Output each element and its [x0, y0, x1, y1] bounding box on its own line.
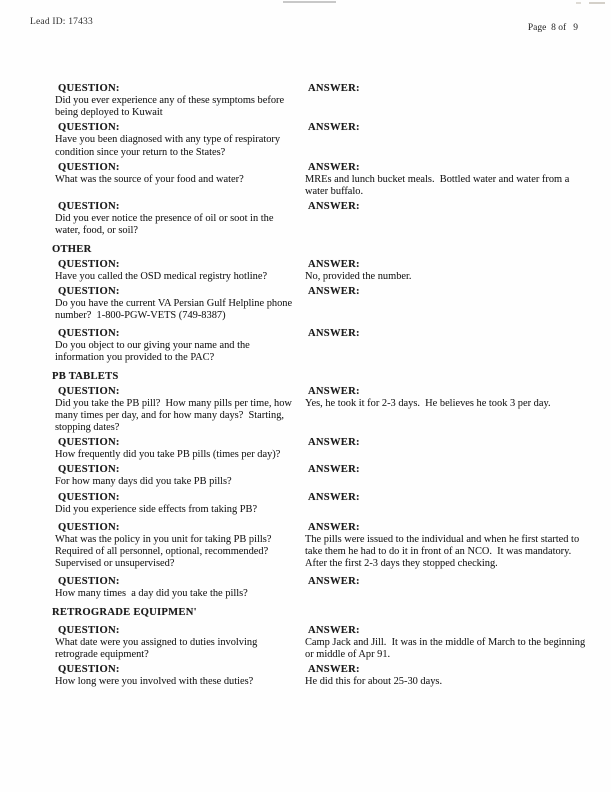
answer-cell: [305, 258, 589, 283]
qa-row: [0, 491, 611, 516]
answer-text: He did this for about 25-30 days.: [305, 676, 443, 688]
qa-content: [0, 82, 611, 690]
answer-cell: [305, 463, 589, 488]
answer-label: ANSWER:: [308, 83, 360, 94]
question-cell: [55, 327, 305, 364]
answer-cell: [305, 121, 589, 158]
qa-row: [0, 121, 611, 158]
answer-label: ANSWER:: [308, 385, 360, 397]
qa-row: [0, 200, 611, 237]
answer-label: ANSWER:: [308, 521, 360, 533]
qa-row: [0, 663, 611, 688]
qa-row: [0, 521, 611, 571]
scan-artifact-speck: [589, 2, 605, 4]
question-cell: [55, 385, 305, 435]
question-label: QUESTION:: [58, 83, 120, 94]
question-cell: [55, 575, 305, 600]
question-cell: [55, 258, 305, 283]
answer-label: ANSWER:: [308, 491, 360, 503]
answer-text: MREs and lunch bucket meals. Bottled water and water from a water buffalo.: [305, 173, 572, 198]
answer-cell: [305, 82, 589, 119]
question-label: QUESTION:: [58, 285, 120, 297]
section-header-pb-tablets: PB TABLETS: [52, 370, 119, 382]
question-cell: [55, 463, 305, 488]
question-text: Do you have the current VA Persian Gulf Helpline phone number? 1-800-PGW-VETS (749-8387): [55, 297, 295, 322]
question-label: QUESTION:: [58, 437, 120, 449]
question-text: What was the policy in you unit for taking PB pills? Required of all personnel, optional, recommended? Supervised or unsupervised?: [55, 533, 275, 570]
question-cell: [55, 663, 305, 688]
answer-cell: [305, 436, 589, 461]
question-text: Did you experience side effects from taking PB?: [55, 503, 258, 515]
answer-label: ANSWER:: [308, 161, 360, 173]
qa-row: [0, 624, 611, 661]
question-cell: [55, 82, 305, 119]
answer-label: ANSWER:: [308, 624, 360, 636]
qa-row: [0, 327, 611, 364]
question-cell: [55, 624, 305, 661]
question-text: What was the source of your food and water?: [55, 173, 244, 185]
answer-cell: [305, 285, 589, 322]
answer-cell: [305, 385, 589, 435]
question-label: QUESTION:: [58, 491, 120, 503]
question-label: QUESTION:: [58, 385, 120, 397]
qa-row: [0, 82, 611, 119]
question-cell: [55, 521, 305, 571]
section-header-retrograde: RETROGRADE EQUIPMEN': [52, 606, 197, 618]
question-text: How many times a day did you take the pills?: [55, 588, 248, 600]
question-text: Did you ever notice the presence of oil or soot in the water, food, or soil?: [55, 213, 277, 237]
question-cell: [55, 161, 305, 198]
answer-label: ANSWER:: [308, 285, 360, 297]
answer-label: ANSWER:: [308, 122, 360, 134]
answer-label: ANSWER:: [308, 258, 360, 270]
question-text: Do you object to our giving your name and the information you provided to the PAC?: [55, 340, 253, 364]
answer-cell: [305, 575, 589, 600]
question-cell: [55, 200, 305, 237]
qa-row: [0, 385, 611, 435]
question-label: QUESTION:: [58, 328, 120, 340]
qa-row: [0, 575, 611, 600]
question-text: What date were you assigned to duties involving retrograde equipment?: [55, 636, 260, 660]
answer-label: ANSWER:: [308, 328, 360, 340]
answer-cell: [305, 521, 589, 571]
question-cell: [55, 121, 305, 158]
qa-row: [0, 161, 611, 198]
question-cell: [55, 436, 305, 461]
question-text: Did you ever experience any of these symptoms before being deployed to Kuwait: [55, 95, 287, 119]
lead-id-label: Lead ID: 17433: [30, 17, 93, 27]
answer-label: ANSWER:: [308, 576, 360, 588]
scan-artifact-line: [283, 1, 336, 3]
question-label: QUESTION:: [58, 576, 120, 588]
answer-cell: [305, 491, 589, 516]
answer-label: ANSWER:: [308, 201, 360, 213]
question-text: Have you been diagnosed with any type of respiratory condition since your return to the States?: [55, 134, 283, 158]
qa-row: [0, 463, 611, 488]
question-text: How frequently did you take PB pills (times per day)?: [55, 449, 281, 461]
question-cell: [55, 491, 305, 516]
question-label: QUESTION:: [58, 464, 120, 476]
scan-artifact-speck: [576, 2, 581, 4]
question-text: Did you take the PB pill? How many pills per time, how many times per day, and for how many days? Starting, stopping dates?: [55, 397, 295, 434]
answer-cell: [305, 327, 589, 364]
answer-cell: [305, 200, 589, 237]
question-label: QUESTION:: [58, 122, 120, 134]
answer-cell: [305, 663, 589, 688]
question-text: Have you called the OSD medical registry hotline?: [55, 270, 268, 282]
section-header-other: OTHER: [52, 243, 92, 255]
question-cell: [55, 285, 305, 322]
answer-label: ANSWER:: [308, 664, 360, 676]
question-label: QUESTION:: [58, 161, 120, 173]
qa-row: [0, 258, 611, 283]
answer-label: ANSWER:: [308, 437, 360, 449]
question-label: QUESTION:: [58, 624, 120, 636]
question-label: QUESTION:: [58, 258, 120, 270]
answer-cell: [305, 624, 589, 661]
answer-text: No, provided the number.: [305, 270, 412, 282]
qa-row: [0, 285, 611, 322]
question-text: How long were you involved with these duties?: [55, 676, 254, 688]
question-label: QUESTION:: [58, 201, 120, 213]
answer-text: Yes, he took it for 2-3 days. He believes he took 3 per day.: [305, 397, 551, 409]
question-label: QUESTION:: [58, 521, 120, 533]
question-label: QUESTION:: [58, 664, 120, 676]
page-number-label: Page 8 of 9: [527, 23, 578, 33]
question-text: For how many days did you take PB pills?: [55, 476, 232, 488]
answer-text: The pills were issued to the individual and when he first started to take them he had to do it in front of an NCO. It was mandatory. After the first 2-3 days they stopped checking.: [305, 533, 582, 570]
answer-cell: [305, 161, 589, 198]
qa-row: [0, 436, 611, 461]
answer-text: Camp Jack and Jill. It was in the middle of March to the beginning or middle of Apr 91.: [305, 636, 588, 660]
answer-label: ANSWER:: [308, 464, 360, 476]
